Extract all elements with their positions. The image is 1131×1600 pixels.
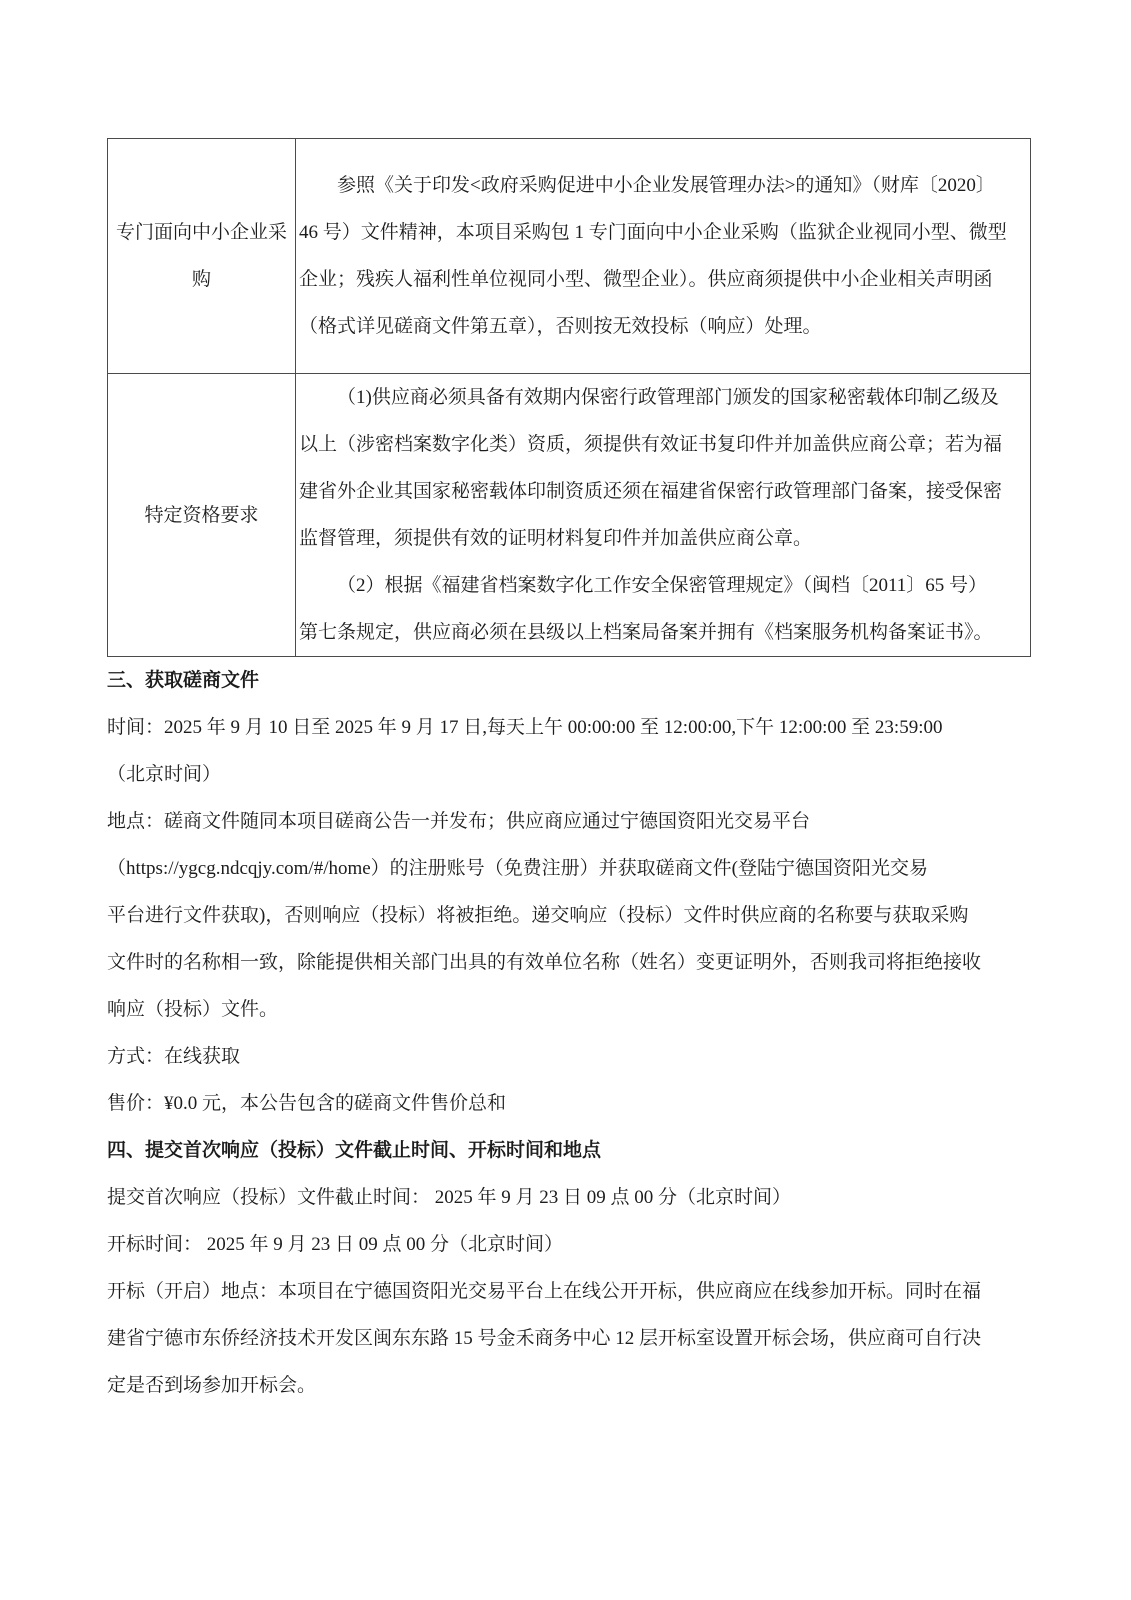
cell-text-line: 参照《关于印发<政府采购促进中小企业发展管理办法>的通知》（财库〔2020〕 [337, 175, 995, 196]
cell-paragraph [299, 162, 1026, 350]
body-text-line-opening-time: 开标时间： 2025 年 9 月 23 日 09 点 00 分（北京时间） [107, 1234, 564, 1255]
section-3-heading: 三、获取磋商文件 [107, 670, 260, 691]
body-text-line: 定是否到场参加开标会。 [107, 1375, 317, 1396]
cell-text-line: （2）根据《福建省档案数字化工作安全保密管理规定》（闽档〔2011〕65 号） [337, 575, 988, 596]
cell-paragraph [299, 374, 1026, 562]
body-text-line: 平台进行文件获取)，否则响应（投标）将被拒绝。递交响应（投标）文件时供应商的名称要与获取采购 [107, 905, 969, 926]
row-content-specific-qualification [296, 374, 1031, 657]
body-text-line: 响应（投标）文件。 [107, 999, 279, 1020]
table-row-specific-qualification [108, 374, 1031, 657]
body-text-line-time: 时间：2025 年 9 月 10 日至 2025 年 9 月 17 日,每天上午 00:00:00 至 12:00:00,下午 12:00:00 至 23:59:00 [107, 717, 943, 738]
body-text-line-platform-url: （https://ygcg.ndcqjy.com/#/home）的注册账号（免费注册）并获取磋商文件(登陆宁德国资阳光交易 [107, 858, 929, 879]
body-text-line-opening-location: 开标（开启）地点：本项目在宁德国资阳光交易平台上在线公开开标，供应商应在线参加开标。同时在福 [107, 1281, 982, 1302]
qualification-table [107, 138, 1031, 657]
section-obtain-documents [107, 657, 1031, 1127]
body-text-line-beijing-time: （北京时间） [107, 764, 222, 785]
section-4-heading: 四、提交首次响应（投标）文件截止时间、开标时间和地点 [107, 1140, 602, 1161]
cell-text-line: 以上（涉密档案数字化类）资质，须提供有效证书复印件并加盖供应商公章；若为福 [299, 434, 1003, 455]
row-label-smb-procurement: 专门面向中小企业采购 [108, 139, 296, 374]
body-text-line: 文件时的名称相一致，除能提供相关部门出具的有效单位名称（姓名）变更证明外，否则我司将拒绝接收 [107, 952, 982, 973]
document-content [107, 138, 1031, 1409]
body-text-line-price: 售价：¥0.0 元，本公告包含的磋商文件售价总和 [107, 1093, 507, 1114]
cell-text-line: 46 号）文件精神，本项目采购包 1 专门面向中小企业采购（监狱企业视同小型、微型 [299, 222, 1007, 243]
section-submission-deadline [107, 1127, 1031, 1409]
body-text-line-method: 方式：在线获取 [107, 1046, 241, 1067]
cell-text-line: 第七条规定，供应商必须在县级以上档案局备案并拥有《档案服务机构备案证书》。 [299, 622, 993, 643]
body-text-line: 建省宁德市东侨经济技术开发区闽东东路 15 号金禾商务中心 12 层开标室设置开标会场，供应商可自行决 [107, 1328, 982, 1349]
cell-text-line: （格式详见磋商文件第五章），否则按无效投标（响应）处理。 [299, 316, 822, 337]
body-text-line-deadline: 提交首次响应（投标）文件截止时间： 2025 年 9 月 23 日 09 点 00 分（北京时间） [107, 1187, 792, 1208]
cell-text-line: 监督管理，须提供有效的证明材料复印件并加盖供应商公章。 [299, 528, 813, 549]
body-text-line-location: 地点：磋商文件随同本项目磋商公告一并发布；供应商应通过宁德国资阳光交易平台 [107, 811, 811, 832]
row-label-specific-qualification: 特定资格要求 [108, 374, 296, 657]
cell-text-line: （1)供应商必须具备有效期内保密行政管理部门颁发的国家秘密载体印制乙级及 [337, 387, 999, 408]
table-row-smb-procurement [108, 139, 1031, 374]
cell-text-line: 企业；残疾人福利性单位视同小型、微型企业）。供应商须提供中小企业相关声明函 [299, 269, 993, 290]
row-content-smb-procurement [296, 139, 1031, 374]
cell-paragraph [299, 562, 1026, 656]
cell-text-line: 建省外企业其国家秘密载体印制资质还须在福建省保密行政管理部门备案，接受保密 [299, 481, 1003, 502]
